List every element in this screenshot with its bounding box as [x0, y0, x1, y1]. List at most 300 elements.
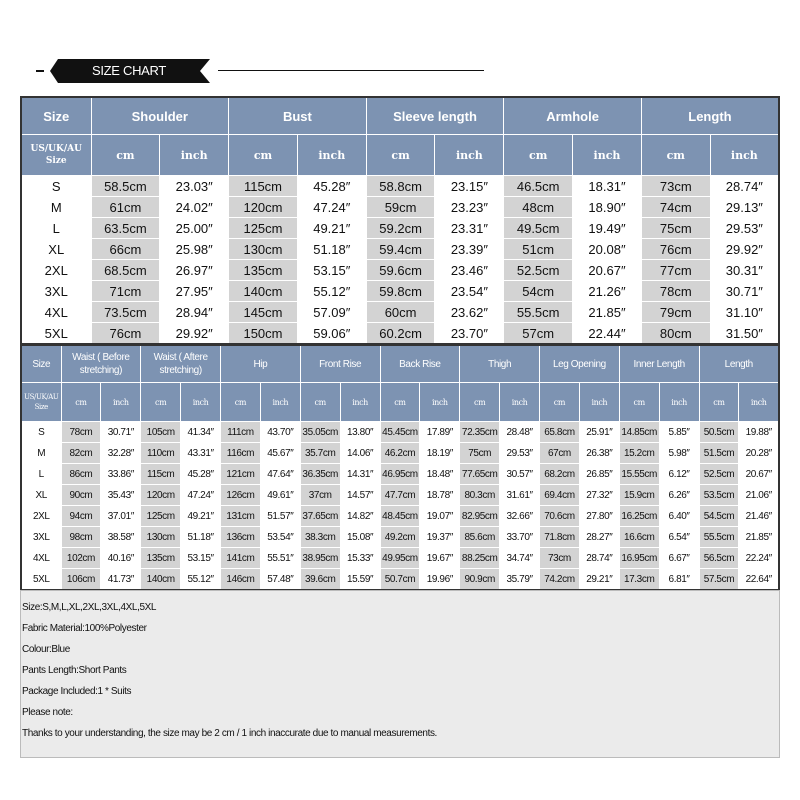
cm-cell: 65.8cm — [540, 422, 580, 443]
inch-cell: 20.08″ — [573, 239, 642, 260]
cm-cell: 46.95cm — [380, 464, 420, 485]
size-cell: S — [21, 176, 91, 197]
table-row — [21, 527, 779, 548]
inch-cell: 14.82″ — [340, 506, 380, 527]
inch-cell: 33.86″ — [101, 464, 141, 485]
inch-cell: 28.74″ — [579, 548, 619, 569]
column-header: Length — [641, 97, 779, 135]
inch-cell: 18.48″ — [420, 464, 460, 485]
inch-cell: 29.92″ — [710, 239, 779, 260]
inch-cell: 21.26″ — [573, 281, 642, 302]
inch-cell: 23.54″ — [435, 281, 504, 302]
unit-cm-header: cm — [366, 135, 435, 176]
inch-cell: 34.74″ — [500, 548, 540, 569]
cm-cell: 38.3cm — [300, 527, 340, 548]
unit-inch-header: inch — [739, 383, 779, 422]
cm-cell: 88.25cm — [460, 548, 500, 569]
size-cell: 5XL — [21, 323, 91, 345]
cm-cell: 58.8cm — [366, 176, 435, 197]
cm-cell: 55.5cm — [504, 302, 573, 323]
inch-cell: 27.95″ — [160, 281, 229, 302]
cm-cell: 71.8cm — [540, 527, 580, 548]
inch-cell: 23.15″ — [435, 176, 504, 197]
inch-cell: 6.54″ — [659, 527, 699, 548]
cm-cell: 49.2cm — [380, 527, 420, 548]
inch-cell: 55.51″ — [260, 548, 300, 569]
unit-cm-header: cm — [141, 383, 181, 422]
unit-cm-header: cm — [619, 383, 659, 422]
cm-cell: 15.2cm — [619, 443, 659, 464]
inch-cell: 33.70″ — [500, 527, 540, 548]
column-header: Inner Length — [619, 345, 699, 383]
inch-cell: 49.61″ — [260, 485, 300, 506]
cm-cell: 68.2cm — [540, 464, 580, 485]
inch-cell: 35.43″ — [101, 485, 141, 506]
inch-cell: 13.80″ — [340, 422, 380, 443]
size-cell: 5XL — [21, 569, 61, 591]
unit-cm-header: cm — [504, 135, 573, 176]
column-header: Hip — [221, 345, 301, 383]
inch-cell: 20.28″ — [739, 443, 779, 464]
inch-cell: 18.31″ — [573, 176, 642, 197]
cm-cell: 150cm — [229, 323, 298, 345]
cm-cell: 52.5cm — [699, 464, 739, 485]
cm-cell: 76cm — [91, 323, 160, 345]
cm-cell: 111cm — [221, 422, 261, 443]
column-header: Shoulder — [91, 97, 229, 135]
inch-cell: 45.28″ — [297, 176, 366, 197]
inch-cell: 53.15″ — [181, 548, 221, 569]
table-row — [21, 176, 779, 197]
inch-cell: 32.66″ — [500, 506, 540, 527]
cm-cell: 79cm — [641, 302, 710, 323]
inch-cell: 18.19″ — [420, 443, 460, 464]
inch-cell: 19.37″ — [420, 527, 460, 548]
cm-cell: 102cm — [61, 548, 101, 569]
inch-cell: 21.85″ — [739, 527, 779, 548]
inch-cell: 57.09″ — [297, 302, 366, 323]
table-row — [21, 548, 779, 569]
note-line: Please note: — [22, 707, 73, 718]
cm-cell: 14.85cm — [619, 422, 659, 443]
inch-cell: 40.16″ — [101, 548, 141, 569]
cm-cell: 61cm — [91, 197, 160, 218]
size-cell: 2XL — [21, 506, 61, 527]
inch-cell: 28.48″ — [500, 422, 540, 443]
inch-cell: 43.31″ — [181, 443, 221, 464]
cm-cell: 35.7cm — [300, 443, 340, 464]
inch-cell: 45.28″ — [181, 464, 221, 485]
product-notes — [20, 590, 780, 758]
column-header: Thigh — [460, 345, 540, 383]
cm-cell: 75cm — [460, 443, 500, 464]
cm-cell: 48cm — [504, 197, 573, 218]
cm-cell: 59.6cm — [366, 260, 435, 281]
note-line: Size:S,M,L,XL,2XL,3XL,4XL,5XL — [22, 602, 157, 613]
unit-cm-header: cm — [641, 135, 710, 176]
unit-inch-header: inch — [340, 383, 380, 422]
cm-cell: 49.5cm — [504, 218, 573, 239]
unit-inch-header: inch — [160, 135, 229, 176]
cm-cell: 86cm — [61, 464, 101, 485]
table-row — [21, 197, 779, 218]
note-line: Pants Length:Short Pants — [22, 665, 127, 676]
inch-cell: 31.61″ — [500, 485, 540, 506]
cm-cell: 46.2cm — [380, 443, 420, 464]
cm-cell: 90.9cm — [460, 569, 500, 591]
column-header: Length — [699, 345, 779, 383]
cm-cell: 49.95cm — [380, 548, 420, 569]
unit-cm-header: cm — [221, 383, 261, 422]
unit-cm-header: cm — [61, 383, 101, 422]
cm-cell: 59.2cm — [366, 218, 435, 239]
cm-cell: 16.6cm — [619, 527, 659, 548]
cm-cell: 52.5cm — [504, 260, 573, 281]
table-row — [21, 302, 779, 323]
inch-cell: 23.62″ — [435, 302, 504, 323]
inch-cell: 28.94″ — [160, 302, 229, 323]
inch-cell: 55.12″ — [297, 281, 366, 302]
inch-cell: 23.23″ — [435, 197, 504, 218]
inch-cell: 27.32″ — [579, 485, 619, 506]
table-row — [21, 569, 779, 591]
inch-cell: 27.80″ — [579, 506, 619, 527]
cm-cell: 75cm — [641, 218, 710, 239]
inch-cell: 15.08″ — [340, 527, 380, 548]
cm-cell: 50.5cm — [699, 422, 739, 443]
inch-cell: 31.10″ — [710, 302, 779, 323]
unit-inch-header: inch — [579, 383, 619, 422]
table-row — [21, 260, 779, 281]
cm-cell: 140cm — [229, 281, 298, 302]
cm-cell: 16.95cm — [619, 548, 659, 569]
us-size-header: US/UK/AU Size — [21, 383, 61, 422]
table-row — [21, 218, 779, 239]
inch-cell: 14.06″ — [340, 443, 380, 464]
size-cell: L — [21, 464, 61, 485]
inch-cell: 20.67″ — [573, 260, 642, 281]
column-header: Leg Opening — [540, 345, 620, 383]
inch-cell: 57.48″ — [260, 569, 300, 591]
cm-cell: 80.3cm — [460, 485, 500, 506]
unit-cm-header: cm — [300, 383, 340, 422]
header-dash — [36, 70, 44, 72]
size-cell: M — [21, 443, 61, 464]
inch-cell: 23.46″ — [435, 260, 504, 281]
cm-cell: 36.35cm — [300, 464, 340, 485]
cm-cell: 135cm — [141, 548, 181, 569]
inch-cell: 21.85″ — [573, 302, 642, 323]
cm-cell: 53.5cm — [699, 485, 739, 506]
cm-cell: 57cm — [504, 323, 573, 345]
unit-cm-header: cm — [229, 135, 298, 176]
inch-cell: 26.97″ — [160, 260, 229, 281]
note-line: Package Included:1 * Suits — [22, 686, 132, 697]
cm-cell: 73cm — [641, 176, 710, 197]
cm-cell: 73.5cm — [91, 302, 160, 323]
inch-cell: 24.02″ — [160, 197, 229, 218]
cm-cell: 82cm — [61, 443, 101, 464]
inch-cell: 51.18″ — [297, 239, 366, 260]
unit-inch-header: inch — [435, 135, 504, 176]
cm-cell: 94cm — [61, 506, 101, 527]
inch-cell: 47.24″ — [297, 197, 366, 218]
column-header: Back Rise — [380, 345, 460, 383]
inch-cell: 6.81″ — [659, 569, 699, 591]
table-row — [21, 422, 779, 443]
unit-cm-header: cm — [540, 383, 580, 422]
unit-inch-header: inch — [260, 383, 300, 422]
unit-cm-header: cm — [380, 383, 420, 422]
unit-cm-header: cm — [91, 135, 160, 176]
cm-cell: 115cm — [141, 464, 181, 485]
cm-cell: 48.45cm — [380, 506, 420, 527]
column-header: Bust — [229, 97, 367, 135]
inch-cell: 30.31″ — [710, 260, 779, 281]
cm-cell: 67cm — [540, 443, 580, 464]
inch-cell: 6.67″ — [659, 548, 699, 569]
inch-cell: 14.31″ — [340, 464, 380, 485]
cm-cell: 115cm — [229, 176, 298, 197]
cm-cell: 121cm — [221, 464, 261, 485]
inch-cell: 30.71″ — [101, 422, 141, 443]
cm-cell: 82.95cm — [460, 506, 500, 527]
inch-cell: 5.85″ — [659, 422, 699, 443]
inch-cell: 19.96″ — [420, 569, 460, 591]
cm-cell: 77cm — [641, 260, 710, 281]
cm-cell: 57.5cm — [699, 569, 739, 591]
inch-cell: 51.18″ — [181, 527, 221, 548]
size-chart-title: SIZE CHART — [58, 59, 200, 83]
cm-cell: 54cm — [504, 281, 573, 302]
inch-cell: 25.91″ — [579, 422, 619, 443]
cm-cell: 60cm — [366, 302, 435, 323]
inch-cell: 26.38″ — [579, 443, 619, 464]
inch-cell: 19.88″ — [739, 422, 779, 443]
size-cell: 3XL — [21, 527, 61, 548]
inch-cell: 55.12″ — [181, 569, 221, 591]
cm-cell: 140cm — [141, 569, 181, 591]
inch-cell: 21.46″ — [739, 506, 779, 527]
table-row — [21, 506, 779, 527]
cm-cell: 116cm — [221, 443, 261, 464]
size-cell: M — [21, 197, 91, 218]
cm-cell: 145cm — [229, 302, 298, 323]
cm-cell: 59cm — [366, 197, 435, 218]
inch-cell: 26.85″ — [579, 464, 619, 485]
inch-cell: 18.90″ — [573, 197, 642, 218]
table-row — [21, 443, 779, 464]
inch-cell: 6.26″ — [659, 485, 699, 506]
size-cell: XL — [21, 239, 91, 260]
table-row — [21, 323, 779, 345]
inch-cell: 22.44″ — [573, 323, 642, 345]
cm-cell: 77.65cm — [460, 464, 500, 485]
cm-cell: 125cm — [141, 506, 181, 527]
size-cell: 4XL — [21, 548, 61, 569]
cm-cell: 105cm — [141, 422, 181, 443]
cm-cell: 71cm — [91, 281, 160, 302]
cm-cell: 72.35cm — [460, 422, 500, 443]
column-header: Waist ( Before stretching) — [61, 345, 141, 383]
cm-cell: 73cm — [540, 548, 580, 569]
cm-cell: 126cm — [221, 485, 261, 506]
inch-cell: 23.03″ — [160, 176, 229, 197]
unit-cm-header: cm — [460, 383, 500, 422]
inch-cell: 31.50″ — [710, 323, 779, 345]
us-size-header: US/UK/AU Size — [21, 135, 91, 176]
cm-cell: 120cm — [141, 485, 181, 506]
top-size-table — [20, 96, 780, 345]
cm-cell: 17.3cm — [619, 569, 659, 591]
inch-cell: 6.40″ — [659, 506, 699, 527]
inch-cell: 21.06″ — [739, 485, 779, 506]
inch-cell: 32.28″ — [101, 443, 141, 464]
cm-cell: 47.7cm — [380, 485, 420, 506]
size-cell: 2XL — [21, 260, 91, 281]
size-cell: 4XL — [21, 302, 91, 323]
cm-cell: 125cm — [229, 218, 298, 239]
inch-cell: 18.78″ — [420, 485, 460, 506]
cm-cell: 63.5cm — [91, 218, 160, 239]
unit-inch-header: inch — [181, 383, 221, 422]
inch-cell: 43.70″ — [260, 422, 300, 443]
cm-cell: 45.45cm — [380, 422, 420, 443]
cm-cell: 131cm — [221, 506, 261, 527]
cm-cell: 135cm — [229, 260, 298, 281]
unit-inch-header: inch — [101, 383, 141, 422]
inch-cell: 30.71″ — [710, 281, 779, 302]
inch-cell: 25.00″ — [160, 218, 229, 239]
cm-cell: 35.05cm — [300, 422, 340, 443]
inch-cell: 53.15″ — [297, 260, 366, 281]
cm-cell: 60.2cm — [366, 323, 435, 345]
cm-cell: 59.8cm — [366, 281, 435, 302]
cm-cell: 58.5cm — [91, 176, 160, 197]
inch-cell: 29.92″ — [160, 323, 229, 345]
inch-cell: 59.06″ — [297, 323, 366, 345]
cm-cell: 90cm — [61, 485, 101, 506]
inch-cell: 49.21″ — [181, 506, 221, 527]
note-line: Fabric Material:100%Polyester — [22, 623, 147, 634]
cm-cell: 37cm — [300, 485, 340, 506]
cm-cell: 80cm — [641, 323, 710, 345]
inch-cell: 28.74″ — [710, 176, 779, 197]
inch-cell: 41.34″ — [181, 422, 221, 443]
note-line: Thanks to your understanding, the size may be 2 cm / 1 inch inaccurate due to manual measurements. — [22, 728, 437, 739]
table-row — [21, 281, 779, 302]
cm-cell: 66cm — [91, 239, 160, 260]
column-header: Sleeve length — [366, 97, 504, 135]
unit-inch-header: inch — [659, 383, 699, 422]
inch-cell: 15.33″ — [340, 548, 380, 569]
inch-cell: 17.89″ — [420, 422, 460, 443]
inch-cell: 19.49″ — [573, 218, 642, 239]
size-cell: XL — [21, 485, 61, 506]
cm-cell: 85.6cm — [460, 527, 500, 548]
cm-cell: 46.5cm — [504, 176, 573, 197]
cm-cell: 68.5cm — [91, 260, 160, 281]
inch-cell: 51.57″ — [260, 506, 300, 527]
cm-cell: 136cm — [221, 527, 261, 548]
cm-cell: 74.2cm — [540, 569, 580, 591]
cm-cell: 106cm — [61, 569, 101, 591]
cm-cell: 78cm — [641, 281, 710, 302]
note-line: Colour:Blue — [22, 644, 70, 655]
inch-cell: 29.13″ — [710, 197, 779, 218]
unit-inch-header: inch — [710, 135, 779, 176]
inch-cell: 29.53″ — [710, 218, 779, 239]
cm-cell: 70.6cm — [540, 506, 580, 527]
column-header: Waist ( Aftere stretching) — [141, 345, 221, 383]
inch-cell: 19.07″ — [420, 506, 460, 527]
unit-inch-header: inch — [573, 135, 642, 176]
cm-cell: 56.5cm — [699, 548, 739, 569]
cm-cell: 15.9cm — [619, 485, 659, 506]
unit-inch-header: inch — [297, 135, 366, 176]
cm-cell: 146cm — [221, 569, 261, 591]
inch-cell: 37.01″ — [101, 506, 141, 527]
inch-cell: 15.59″ — [340, 569, 380, 591]
inch-cell: 29.21″ — [579, 569, 619, 591]
inch-cell: 22.24″ — [739, 548, 779, 569]
cm-cell: 120cm — [229, 197, 298, 218]
cm-cell: 78cm — [61, 422, 101, 443]
inch-cell: 35.79″ — [500, 569, 540, 591]
inch-cell: 49.21″ — [297, 218, 366, 239]
cm-cell: 15.55cm — [619, 464, 659, 485]
inch-cell: 47.24″ — [181, 485, 221, 506]
bottom-size-table — [20, 344, 780, 591]
cm-cell: 50.7cm — [380, 569, 420, 591]
cm-cell: 69.4cm — [540, 485, 580, 506]
inch-cell: 53.54″ — [260, 527, 300, 548]
cm-cell: 39.6cm — [300, 569, 340, 591]
unit-inch-header: inch — [420, 383, 460, 422]
inch-cell: 19.67″ — [420, 548, 460, 569]
cm-cell: 76cm — [641, 239, 710, 260]
cm-cell: 130cm — [141, 527, 181, 548]
table-row — [21, 485, 779, 506]
cm-cell: 51cm — [504, 239, 573, 260]
inch-cell: 6.12″ — [659, 464, 699, 485]
size-header: Size — [21, 345, 61, 383]
inch-cell: 28.27″ — [579, 527, 619, 548]
unit-cm-header: cm — [699, 383, 739, 422]
inch-cell: 23.31″ — [435, 218, 504, 239]
inch-cell: 45.67″ — [260, 443, 300, 464]
size-header: Size — [21, 97, 91, 135]
size-cell: 3XL — [21, 281, 91, 302]
inch-cell: 47.64″ — [260, 464, 300, 485]
column-header: Armhole — [504, 97, 642, 135]
inch-cell: 5.98″ — [659, 443, 699, 464]
size-cell: S — [21, 422, 61, 443]
inch-cell: 14.57″ — [340, 485, 380, 506]
cm-cell: 130cm — [229, 239, 298, 260]
cm-cell: 54.5cm — [699, 506, 739, 527]
inch-cell: 38.58″ — [101, 527, 141, 548]
unit-inch-header: inch — [500, 383, 540, 422]
inch-cell: 41.73″ — [101, 569, 141, 591]
table-row — [21, 464, 779, 485]
size-chart-header — [0, 59, 800, 83]
inch-cell: 20.67″ — [739, 464, 779, 485]
header-rule — [218, 70, 484, 71]
inch-cell: 25.98″ — [160, 239, 229, 260]
cm-cell: 59.4cm — [366, 239, 435, 260]
cm-cell: 98cm — [61, 527, 101, 548]
